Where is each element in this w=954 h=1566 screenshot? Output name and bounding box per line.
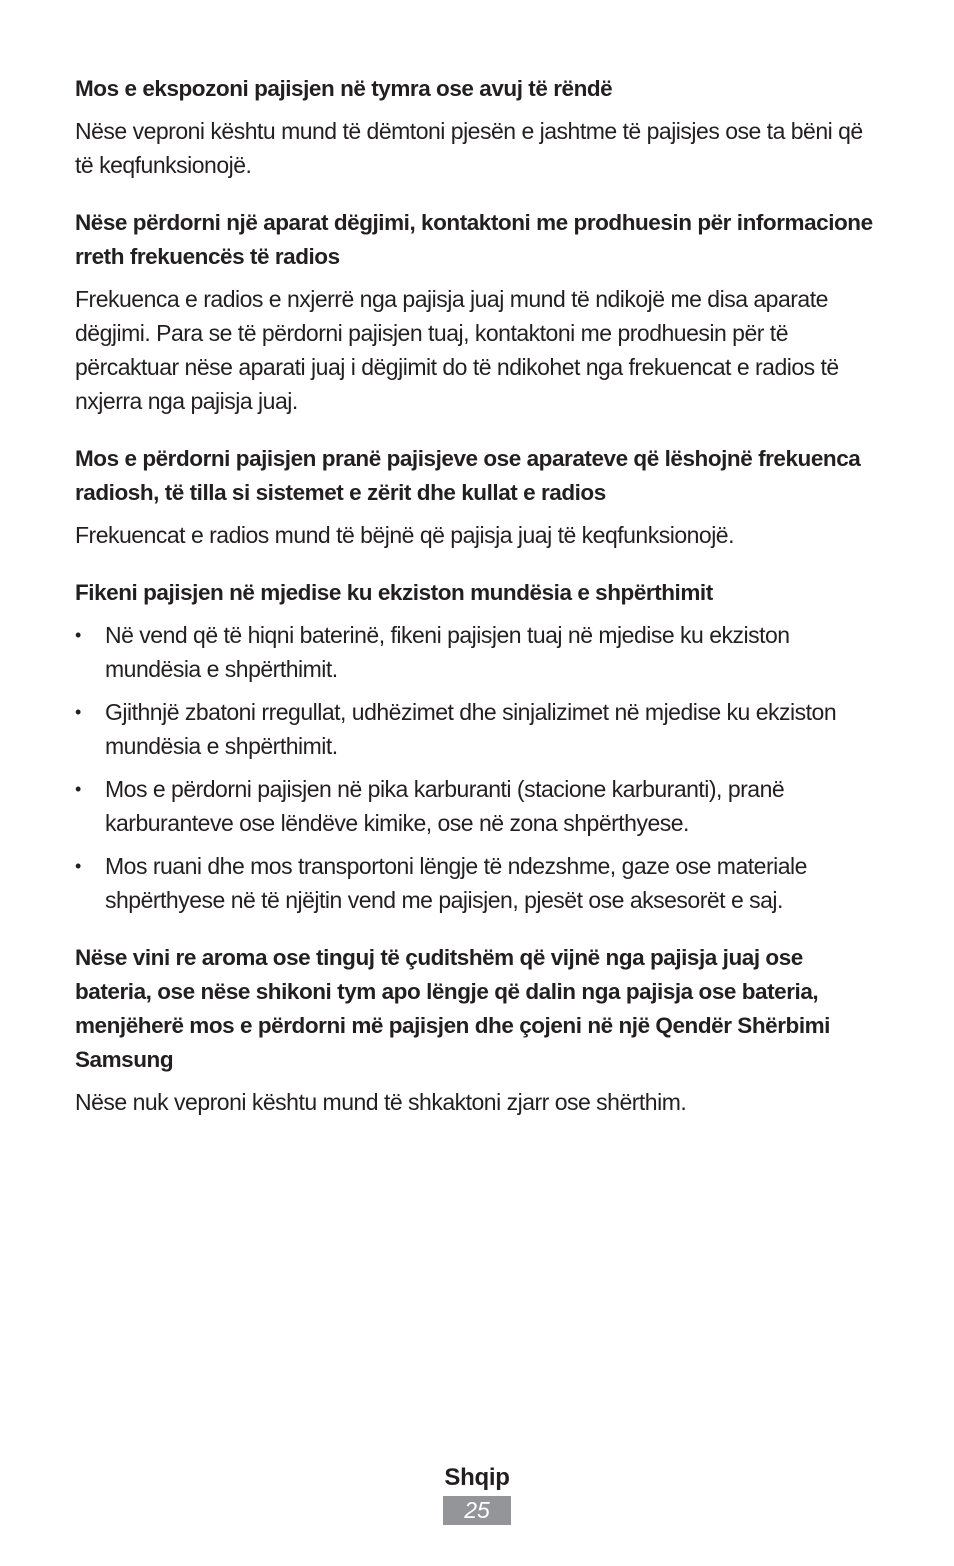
section-paragraph: Frekuenca e radios e nxjerrë nga pajisja juaj mund të ndikojë me disa aparate dëgjimi. Para se të përdorni pajisjen tuaj, kontaktoni me prodhuesin për të përcaktuar nëse aparati juaj i dëgjimit do të ndikohet nga frekuencat e radios të nxjerra nga pajisja juaj.: [75, 286, 839, 414]
section-fumes: [75, 72, 885, 182]
section-explosive-environments: [75, 576, 885, 917]
bullet-icon: •: [75, 779, 81, 799]
section-radio-frequency: [75, 442, 885, 552]
list-item-text: Gjithnjë zbatoni rregullat, udhëzimet dhe sinjalizimet në mjedise ku ekziston mundësia e shpërthimit.: [105, 699, 837, 759]
list-item-text: Në vend që të hiqni baterinë, fikeni pajisjen tuaj në mjedise ku ekziston mundësia e shpërthimit.: [105, 622, 790, 682]
section-heading: Nëse vini re aroma ose tinguj të çuditshëm që vijnë nga pajisja juaj ose bateria, ose nëse shikoni tym apo lëngje që dalin nga pajisja ose bateria, menjëherë mos e përdorni më pajisjen dhe çojeni në një Qendër Shërbimi Samsung: [75, 945, 830, 1072]
list-item-text: Mos e përdorni pajisjen në pika karburanti (stacione karburanti), pranë karburanteve ose lëndëve kimike, ose në zona shpërthyese.: [105, 776, 785, 836]
section-hearing-aid: [75, 206, 885, 418]
page-number: 25: [443, 1496, 511, 1525]
section-smoke-warning: [75, 941, 885, 1119]
list-item: [75, 772, 885, 840]
section-heading: Fikeni pajisjen në mjedise ku ekziston mundësia e shpërthimit: [75, 580, 713, 605]
list-item: [75, 695, 885, 763]
list-item-text: Mos ruani dhe mos transportoni lëngje të ndezshme, gaze ose materiale shpërthyese në të njëjtin vend me pajisjen, pjesët ose aksesorët e saj.: [105, 853, 807, 913]
section-heading: Mos e përdorni pajisjen pranë pajisjeve ose aparateve që lëshojnë frekuenca radiosh, të tilla si sistemet e zërit dhe kullat e radios: [75, 446, 861, 505]
bullet-list: [75, 618, 885, 917]
page-footer: [0, 1462, 954, 1525]
bullet-icon: •: [75, 702, 81, 722]
section-heading: Mos e ekspozoni pajisjen në tymra ose avuj të rëndë: [75, 76, 613, 101]
section-heading: Nëse përdorni një aparat dëgjimi, kontaktoni me prodhuesin për informacione rreth frekuencës të radios: [75, 210, 873, 269]
section-paragraph: Nëse vepronі kështu mund të dëmtoni pjesën e jashtme të pajisjes ose ta bëni që të keqfunksionojë.: [75, 118, 863, 178]
list-item: [75, 849, 885, 917]
section-paragraph: Frekuencat e radios mund të bëjnë që pajisja juaj të keqfunksionojë.: [75, 522, 734, 548]
bullet-icon: •: [75, 625, 81, 645]
bullet-icon: •: [75, 856, 81, 876]
list-item: [75, 618, 885, 686]
document-body: [75, 72, 885, 1143]
section-paragraph: Nëse nuk vepronі kështu mund të shkaktoni zjarr ose shërthim.: [75, 1089, 687, 1115]
footer-language: Shqip: [444, 1464, 510, 1491]
